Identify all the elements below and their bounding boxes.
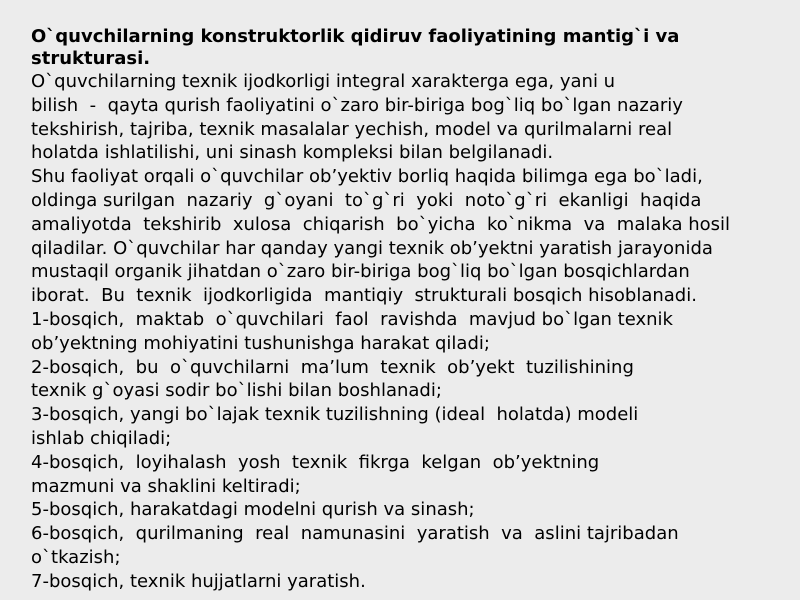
- body-line: iborat. Bu texnik ijodkorligida mantiqiy strukturali bosqich hisoblanadi.: [31, 285, 697, 307]
- title-line: strukturasi.: [31, 48, 151, 69]
- body-line: ob’yektning mohiyatini tushunishga harakat qiladi;: [31, 332, 490, 354]
- body-line: oldinga surilgan nazariy g`oyani to`g`ri yoki noto`g`ri ekanligi haqida: [31, 189, 702, 211]
- body-line: bilish - qayta qurish faoliyatini o`zaro bir-biriga bog`liq bo`lgan nazariy: [31, 94, 683, 116]
- body-line: o`tkazish;: [31, 546, 121, 568]
- slide-title: [31, 26, 791, 70]
- body-line: mustaqil organik jihatdan o`zaro bir-biriga bog`liq bo`lgan bosqichlardan: [31, 261, 690, 283]
- body-line: 6-bosqich, qurilmaning real namunasini yaratish va aslini tajribadan: [31, 523, 679, 545]
- slide-content: [31, 26, 791, 594]
- body-line: texnik g`oyasi sodir bo`lishi bilan boshlanadi;: [31, 380, 442, 402]
- body-line: ishlab chiqiladi;: [31, 427, 172, 449]
- body-line: tekshirish, tajriba, texnik masalalar yechish, model va qurilmalarni real: [31, 118, 673, 140]
- body-line: holatda ishlatilishi, uni sinash kompleksi bilan belgilanadi.: [31, 142, 554, 164]
- body-line: 2-bosqich, bu o`quvchilarni ma’lum texnik ob’yekt tuzilishining: [31, 356, 634, 378]
- body-line: 5-bosqich, harakatdagi modelni qurish va sinash;: [31, 499, 475, 521]
- body-line: qiladilar. O`quvchilar har qanday yangi texnik ob’yektni yaratish jarayonida: [31, 237, 713, 259]
- body-line: 1-bosqich, maktab o`quvchilari faol ravishda mavjud bo`lgan texnik: [31, 308, 673, 330]
- body-line: mazmuni va shaklini keltiradi;: [31, 475, 301, 497]
- title-line: O`quvchilarning konstruktorlik qidiruv faoliyatining mantig`i va: [31, 26, 680, 47]
- body-line: Shu faoliyat orqali o`quvchilar ob’yektiv borliq haqida bilimga ega bo`ladi,: [31, 166, 703, 188]
- slide-body: [31, 70, 791, 594]
- body-line: amaliyotda tekshirib xulosa chiqarish bo`yicha ko`nikma va malaka hosil: [31, 213, 731, 235]
- body-line: 7-bosqich, texnik hujjatlarni yaratish.: [31, 570, 366, 592]
- body-line: 4-bosqich, loyihalash yosh texnik fikrga kelgan ob’yektning: [31, 451, 600, 473]
- body-line: 3-bosqich, yangi bo`lajak texnik tuzilishning (ideal holatda) modeli: [31, 404, 639, 426]
- body-line: O`quvchilarning texnik ijodkorligi integral xarakterga ega, yani u: [31, 71, 616, 92]
